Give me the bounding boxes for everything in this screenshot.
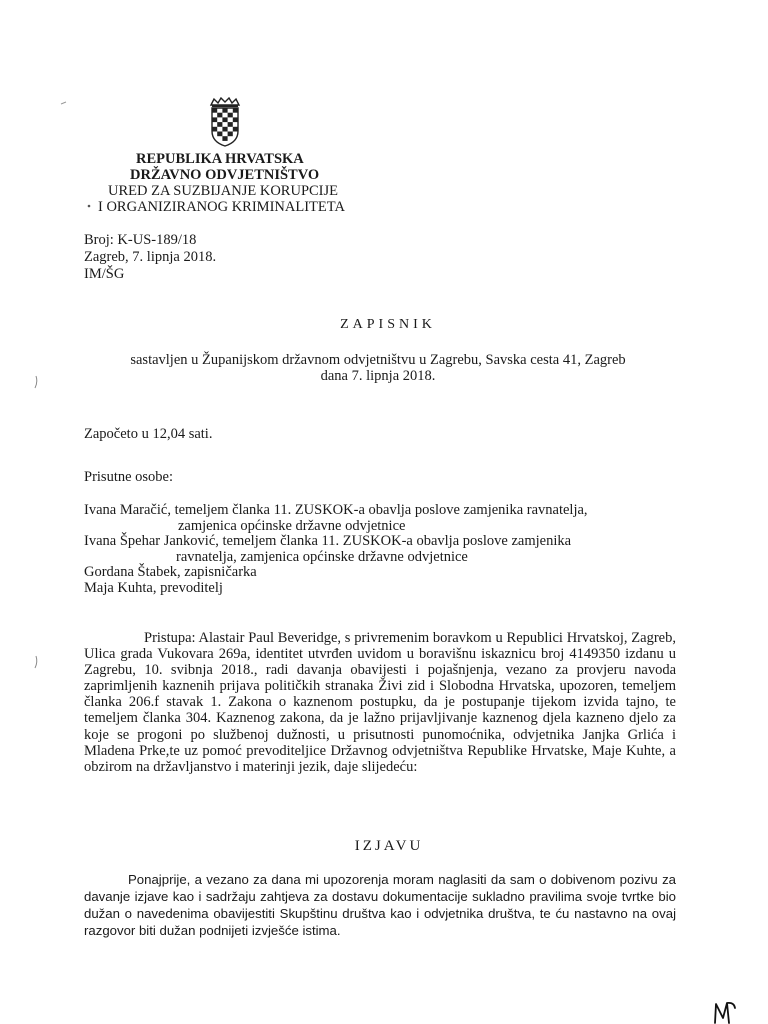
person-4: Maja Kuhta, prevoditelj bbox=[84, 579, 223, 596]
coat-of-arms-icon bbox=[208, 97, 242, 147]
author-initials: IM/ŠG bbox=[84, 266, 125, 282]
present-persons-label: Prisutne osobe: bbox=[84, 469, 174, 485]
present-persons-list bbox=[84, 503, 588, 596]
start-time: Započeto u 12,04 sati. bbox=[84, 426, 213, 442]
header-state-attorney: DRŽAVNO ODVJETNIŠTVO bbox=[130, 167, 320, 183]
attendance-paragraph: Pristupa: Alastair Paul Beveridge, s privremenim boravkom u Republici Hrvatskoj, Zagreb, Ulica grada Vukovara 269a, identitet utvrđen uvidom u boravišnu iskaznicu broj 4149350 izdanu u Zagrebu, 10. svibnja 2018., radi davanja obavijesti i pojašnjenja, vezano za provjeru navoda zaprimljenih kaznenih prijava političkih stranaka Živi zid i Slobodna Hrvatska, upozoren, temeljem članka 206.f stavak 1. Zakona o kaznenom postupku, da je postupanje tijekom izvida tajno, te temeljem članka 304. Kaznenog zakona, da je lažno prijavljivanje kaznenog djela kazneno djelo za koje se progoni po službenoj dužnosti, u prisutnosti punomoćnika, odvjetnika Janjka Grlića i Mladena Prke,te uz pomoć prevoditeljice Državnog odvjetništva Republike Hrvatske, Maje Kuhte, a obzirom na državljanstvo i materinji jezik, daje slijedeću: bbox=[84, 630, 676, 775]
header-office: URED ZA SUZBIJANJE KORUPCIJE bbox=[108, 183, 339, 199]
margin-mark bbox=[33, 375, 39, 389]
header-republic: REPUBLIKA HRVATSKA bbox=[136, 151, 304, 167]
person-1-line1: Ivana Maračić, temeljem članka 11. ZUSKOK-a obavlja poslove zamjenika ravnatelja, bbox=[84, 502, 588, 518]
handwritten-initial-icon bbox=[712, 1000, 738, 1024]
document-subtitle bbox=[98, 352, 658, 384]
case-number: Broj: K-US-189/18 bbox=[84, 232, 197, 248]
person-3: Gordana Štabek, zapisničarka bbox=[84, 564, 257, 580]
subtitle-date: dana 7. lipnja 2018. bbox=[320, 368, 436, 384]
statement-paragraph: Ponajprije, a vezano za dana mi upozorenja moram naglasiti da sam o dobivenom pozivu za davanje izjave kao i sadržaju zahtjeva za dostavu dokumentacije sukladno pravilima svoje tvrtke bio dužan o navedenima obavijestiti Skupštinu društva kao i odvjetnika društva, te ću nastavno na ovaj razgovor biti dužan podnijeti izvješće istima. bbox=[84, 872, 676, 938]
subtitle-location: sastavljen u Županijskom državnom odvjetništvu u Zagrebu, Savska cesta 41, Zagreb bbox=[130, 352, 626, 368]
margin-mark bbox=[33, 655, 39, 669]
scan-speck bbox=[86, 203, 92, 209]
scan-speck bbox=[60, 100, 68, 106]
person-1-line2: zamjenica općinske državne odvjetnice bbox=[178, 517, 406, 534]
document-date: Zagreb, 7. lipnja 2018. bbox=[84, 249, 217, 265]
person-2-line2: ravnatelja, zamjenica općinske državne odvjetnice bbox=[176, 548, 468, 565]
document-meta bbox=[84, 232, 216, 283]
header-office-line2: I ORGANIZIRANOG KRIMINALITETA bbox=[98, 199, 345, 215]
document-title: ZAPISNIK bbox=[340, 317, 436, 332]
statement-heading: IZJAVU bbox=[354, 838, 424, 854]
person-2-line1: Ivana Špehar Janković, temeljem članka 11. ZUSKOK-a obavlja poslove zamjenika bbox=[84, 533, 572, 549]
